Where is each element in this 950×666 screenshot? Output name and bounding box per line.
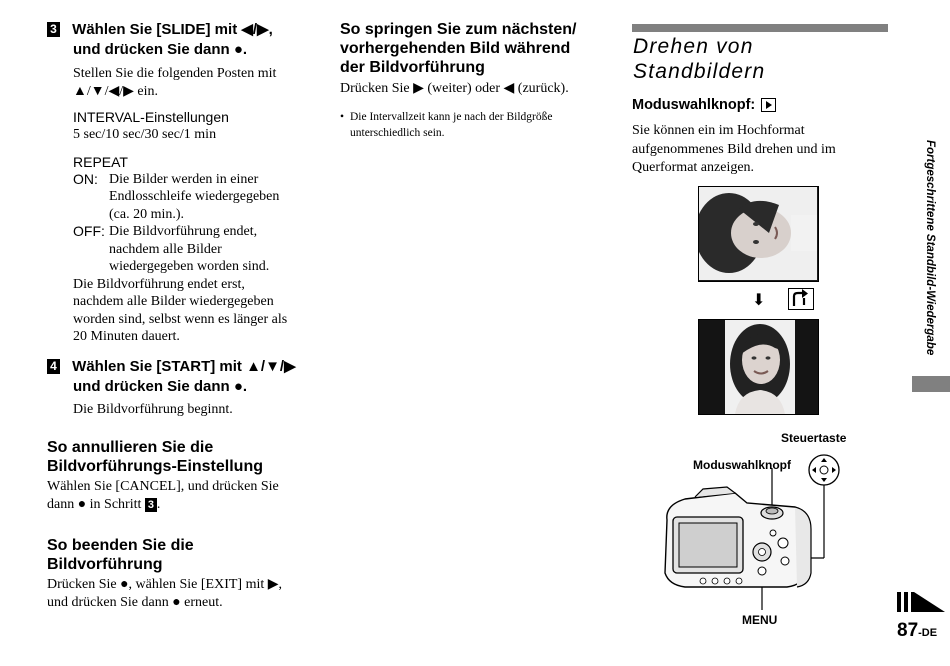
skip-section: So springen Sie zum nächsten/ vorhergehenden Bild während der Bildvorführung Drücken Sie ▶ (weiter) oder ◀ (zurück). • Die Intervallzeit kann je nach der Bildgröße unterschiedlich sein. [340,20,605,141]
side-tab-label: Fortgeschrittene Standbild-Wiedergabe [924,140,936,356]
step-3-intro: Stellen Sie die folgenden Posten mit ▲/▼/◀/▶ ein. [73,66,277,99]
repeat-settings: REPEAT ON: Die Bilder werden in einer Endlosschleife wiedergegeben (ca. 20 min.). OFF: Die Bildvorführung endet, nachdem alle Bilder wiedergegeben worden sind. Die Bildvorführung endet erst, nachdem alle Bilder wiedergegeben worden sind, selbst wenn es länger als 20 Minuten dauert. [73,154,307,346]
rotate-description: Sie können ein im Hochformat aufgenommenes Bild drehen und im Querformat anzeigen. [632,123,836,175]
page-number: 87-DE [897,620,938,641]
interval-settings: INTERVAL-Einstellungen 5 sec/10 sec/30 sec/1 min [73,109,229,142]
label-steuertaste: Steuertaste [781,431,847,445]
step-3-heading: 3 Wählen Sie [SLIDE] mit ◀/▶, [47,20,307,40]
step-3: 3 Wählen Sie [SLIDE] mit ◀/▶, und drücken Sie dann ●. Stellen Sie die folgenden Posten mit ▲/▼/◀/▶ ein. INTERVAL-Einstellungen 5 sec/10 sec/30 sec/1 min REPEAT ON: Die Bilder werden in einer Endlosschleife wiedergegeben (ca. 20 min.). OFF: Die Bildvorführung endet, nachdem alle Bilder wiedergegeben worden sind. Die Bildvorführung endet erst, nachdem alle Bilder wiedergegeben worden sind, selbst wenn es länger als 20 Minuten dauert. [47,20,307,346]
repeat-off: OFF: Die Bildvorführung endet, nachdem alle Bilder wiedergegeben worden sind. [73,223,270,274]
label-moduswahlknopf: Moduswahlknopf [693,458,791,472]
skip-heading: So springen Sie zum nächsten/ vorhergehenden Bild während der Bildvorführung [340,21,577,76]
portrait-rotated-image [699,187,817,280]
end-section: So beenden Sie die Bildvorführung Drücken Sie ●, wählen Sie [EXIT] mit ▶, und drücken Sie dann ● erneut. [47,536,312,611]
step-number-badge: 3 [47,22,60,37]
photo-before [698,186,819,282]
cancel-section: So annullieren Sie die Bildvorführungs-Einstellung Wählen Sie [CANCEL], und drücken Sie dann ● in Schritt 3 . [47,438,312,513]
down-arrow-icon: ⬇ [752,290,766,309]
portrait-image [725,320,795,414]
photo-after [698,319,819,415]
page-title: Drehen von Standbildern [633,35,766,83]
repeat-on: ON: Die Bilder werden in einer Endlosschleife wiedergegeben (ca. 20 min.). [73,170,280,222]
title-rule [632,24,888,32]
continue-arrow-icon [897,592,945,612]
step-number-badge: 3 [145,498,157,512]
mode-line: Moduswahlknopf: [632,95,776,115]
end-heading: So beenden Sie die Bildvorführung [47,537,194,573]
label-menu: MENU [742,613,778,627]
step-4: 4 Wählen Sie [START] mit ▲/▼/▶ und drücken Sie dann ●. Die Bildvorführung beginnt. [47,357,307,419]
camera-illustration [655,445,855,613]
step-number-badge: 4 [47,359,60,374]
play-mode-icon [761,98,776,112]
interval-note: • Die Intervallzeit kann je nach der Bildgröße unterschiedlich sein. [340,110,553,139]
cancel-heading: So annullieren Sie die Bildvorführungs-Einstellung [47,439,263,475]
repeat-note: Die Bildvorführung endet erst, nachdem alle Bilder wiedergegeben worden sind, selbst wenn es länger als 20 Minuten dauert. [73,276,288,344]
rotate-icon [788,288,814,310]
side-tab-marker [912,376,950,392]
